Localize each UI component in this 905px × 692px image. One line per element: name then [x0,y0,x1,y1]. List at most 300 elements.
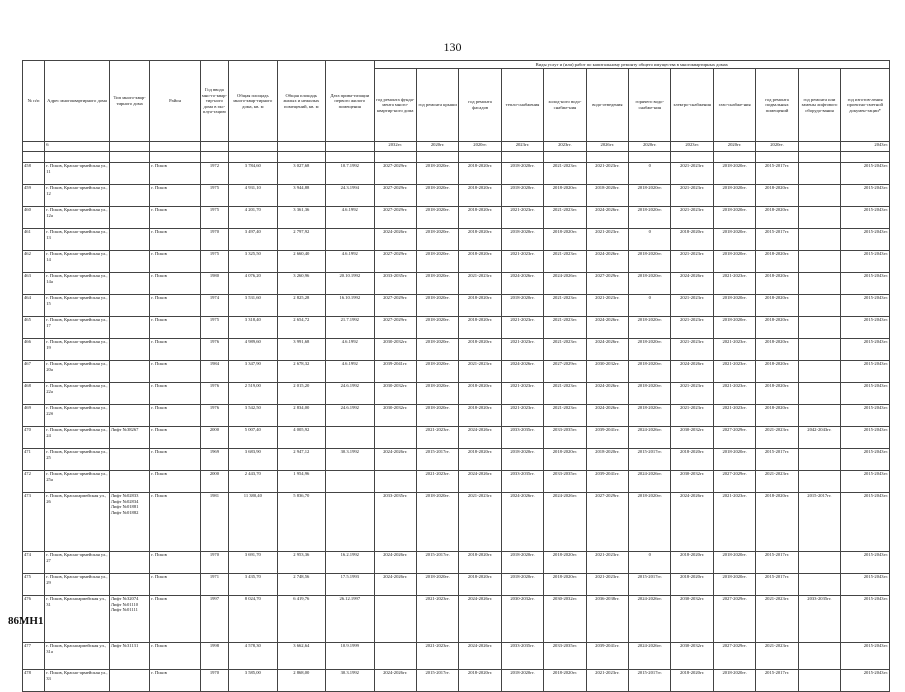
row-type [109,229,149,251]
row-area-res: 2 797,92 [277,229,325,251]
row-repair-year: 2018-2020гг. [501,163,543,185]
row-address: г. Псков, Красноармейская ул., 26 [45,493,110,552]
header-address: Адрес многоквартирного дома [45,61,110,142]
row-repair-year [798,163,840,185]
table-row [23,229,890,251]
row-year: 1980 [200,273,228,295]
row-repair-year: 2018-2020гг. [671,670,713,692]
row-repair-year: 2018-2020гг. [713,574,755,596]
row-repair-year: 2018-2020гг. [713,251,755,273]
row-repair-year: 2018-2020гг. [713,552,755,574]
row-repair-year: 2027-2029гг. [374,317,416,339]
row-repair-year: 2021-2023гг. [756,643,798,670]
row-priv-date: 24.3.1994 [326,185,374,207]
row-priv-date [326,427,374,449]
row-repair-year: 2015-2043гг. [841,670,890,692]
row-type: Лифт №02833 Лифт №02834 Лифт №01881 Лифт №01882 [109,493,149,552]
table-row [23,383,890,405]
index-cell: 6 [45,142,110,152]
row-priv-date [326,493,374,552]
header-basement: год ремонта подвальных помещений [756,69,798,142]
row-year: 1976 [200,339,228,361]
row-repair-year: 2015-2043гг. [841,383,890,405]
row-repair-year: 2018-2020гг. [756,317,798,339]
row-number: 476 [23,596,45,643]
row-repair-year: 2015-2017гг. [756,574,798,596]
row-repair-year: 2033-2035гг. [501,643,543,670]
table-body [23,142,890,692]
row-repair-year: 2018-2020гг. [501,670,543,692]
row-district: г. Псков [150,552,201,574]
row-repair-year: 2021-2023гг. [671,185,713,207]
row-repair-year [798,471,840,493]
row-repair-year: 2030-2032гг. [671,643,713,670]
row-repair-year: 2039-2041гг. [586,643,628,670]
index-row [23,142,890,152]
row-repair-year: 2015-2043гг. [841,229,890,251]
row-year: 1984 [200,361,228,383]
row-repair-year: 2030-2032гг. [374,383,416,405]
row-year: 1975 [200,317,228,339]
index-cell: 2023гг. [671,142,713,152]
row-repair-year: 2030-2032гг. [671,596,713,643]
row-repair-year: 2033-2035гг. [544,471,586,493]
row-repair-year: 2027-2029гг. [586,493,628,552]
row-repair-year [798,185,840,207]
index-cell [23,142,45,152]
row-repair-year: 2024-2026гг. [629,471,671,493]
row-repair-year: 2024-2026гг. [586,405,628,427]
row-repair-year: 2021-2023гг. [586,552,628,574]
row-repair-year: 2015-2017гг. [629,574,671,596]
row-repair-year [798,339,840,361]
row-area-total: 4 578,30 [229,643,277,670]
row-district: г. Псков [150,449,201,471]
row-district: г. Псков [150,317,201,339]
header-area-total: Общая площадь много-квар-тирного дома, кв. м [229,61,277,142]
row-area-total: 5 007,40 [229,427,277,449]
row-repair-year: 2018-2020гг. [629,317,671,339]
table-row [23,185,890,207]
row-repair-year: 2018-2020гг. [629,493,671,552]
row-repair-year: 2021-2023гг. [501,317,543,339]
row-district: г. Псков [150,405,201,427]
row-repair-year: 2015-2017гг. [629,449,671,471]
row-repair-year: 2015-2017гг. [756,670,798,692]
row-priv-date [326,229,374,251]
row-repair-year: 2021-2023гг. [756,596,798,643]
row-priv-date: 16.10.1992 [326,295,374,317]
row-repair-year [374,643,416,670]
capital-repair-table [22,60,890,692]
index-cell: 2023гг. [501,142,543,152]
row-repair-year: 2024-2026гг. [671,493,713,552]
row-repair-year: 2024-2026гг. [544,273,586,295]
header-sewer: водо-отведения [586,69,628,142]
row-repair-year: 2018-2020гг. [756,185,798,207]
row-repair-year: 2027-2029гг. [713,427,755,449]
table-row [23,207,890,229]
row-area-total: 3 784,60 [229,163,277,185]
row-district: г. Псков [150,596,201,643]
row-repair-year: 2018-2020гг. [416,229,458,251]
table-row [23,670,890,692]
row-repair-year [798,574,840,596]
row-repair-year: 2024-2026гг. [586,383,628,405]
row-area-res: 1 954,96 [277,471,325,493]
row-repair-year [374,471,416,493]
row-repair-year: 2021-2023гг. [501,405,543,427]
row-repair-year: 2024-2026гг. [586,207,628,229]
row-area-total: 3 683,90 [229,449,277,471]
row-priv-date: 16.2.1992 [326,552,374,574]
row-repair-year: 2018-2020гг. [459,574,501,596]
row-repair-year: 2030-2032гг. [374,339,416,361]
row-type: Лифт №38267 [109,427,149,449]
row-repair-year: 2015-2043гг. [841,596,890,643]
row-repair-year: 2021-2023гг. [713,383,755,405]
row-area-res: 2 678,32 [277,361,325,383]
row-repair-year: 2024-2026гг. [459,471,501,493]
row-area-res: 2 834,00 [277,405,325,427]
row-year: 1970 [200,229,228,251]
row-number: 470 [23,427,45,449]
row-repair-year: 2018-2020гг. [459,339,501,361]
header-cold: холод-ного водо-снабже-ния [544,69,586,142]
row-number: 459 [23,185,45,207]
row-repair-year: 2018-2020гг. [713,317,755,339]
row-area-res: 2 748,56 [277,574,325,596]
row-repair-year: 2018-2020гг. [756,361,798,383]
table-row [23,493,890,552]
header-num: № п/п [23,61,45,142]
row-priv-date: 4.6.1992 [326,251,374,273]
row-year: 1998 [200,643,228,670]
row-address: г. Псков, Красно-армейская ул., 12 [45,185,110,207]
row-address: г. Псков, Красно-армейская ул., 22б [45,405,110,427]
row-repair-year: 0 [629,163,671,185]
row-repair-year: 2018-2020гг. [671,449,713,471]
row-type [109,574,149,596]
row-repair-year [798,670,840,692]
row-repair-year: 2018-2020гг. [629,251,671,273]
row-repair-year: 0 [629,295,671,317]
row-repair-year: 2018-2020гг. [671,574,713,596]
row-type [109,383,149,405]
row-repair-year: 2021-2023гг. [586,229,628,251]
row-repair-year: 2027-2029гг. [374,185,416,207]
row-repair-year: 2024-2026гг. [374,552,416,574]
row-area-res: 2 953,36 [277,552,325,574]
row-area-total: 8 024,70 [229,596,277,643]
header-area-res: Общая площадь жилых и нежилых помещений, кв. м [277,61,325,142]
row-address: г. Псков, Красно-армейская ул., 15 [45,295,110,317]
row-area-total: 3 318,40 [229,317,277,339]
row-repair-year: 2018-2020гг. [416,163,458,185]
row-repair-year [798,449,840,471]
row-repair-year [798,643,840,670]
row-repair-year: 2018-2020гг. [756,295,798,317]
row-repair-year: 2033-2035гг. [374,493,416,552]
row-repair-year: 2024-2026гг. [459,427,501,449]
row-repair-year: 2033-2035гг. [501,471,543,493]
row-repair-year: 2021-2023гг. [671,251,713,273]
row-repair-year: 2024-2026гг. [374,574,416,596]
row-type [109,295,149,317]
row-type [109,317,149,339]
row-repair-year: 2024-2026гг. [544,493,586,552]
row-repair-year: 2021-2023гг. [459,493,501,552]
index-cell: 2023гг. [544,142,586,152]
row-type [109,361,149,383]
row-repair-year: 2021-2023гг. [459,361,501,383]
row-number: 471 [23,449,45,471]
index-cell: 2032гг. [374,142,416,152]
row-repair-year: 2018-2020гг. [629,361,671,383]
row-repair-year: 2024-2026гг. [629,643,671,670]
row-repair-year: 2021-2023гг. [544,317,586,339]
row-repair-year: 2015-2017гг. [756,163,798,185]
row-repair-year: 2024-2026гг. [374,449,416,471]
table-row [23,405,890,427]
header-lift: год ремонта или замены лифтового оборудо-вания [798,69,840,142]
header-foundation: год ремонта фунда-мента много-квартир-ного дома [374,69,416,142]
row-repair-year: 2015-2043гг. [841,163,890,185]
row-number: 458 [23,163,45,185]
row-repair-year: 2024-2026гг. [501,493,543,552]
row-repair-year: 2021-2023гг. [586,163,628,185]
row-repair-year: 2015-2043гг. [841,273,890,295]
row-repair-year: 2021-2023гг. [671,295,713,317]
row-priv-date: 30.3.1992 [326,670,374,692]
header-type: Тип много-квар-тирного дома [109,61,149,142]
row-repair-year: 2015-2017гг. [416,552,458,574]
row-repair-year: 2018-2020гг. [756,273,798,295]
row-repair-year: 2024-2026гг. [501,361,543,383]
index-cell: 2020гг. [459,142,501,152]
row-repair-year: 2015-2043гг. [841,207,890,229]
index-cell [109,142,149,152]
index-cell: 2020гг. [756,142,798,152]
row-repair-year [798,361,840,383]
row-repair-year: 2030-2032гг. [501,596,543,643]
row-repair-year: 2015-2017гг. [756,229,798,251]
row-address: г. Псков, Красно-армейская ул., 25 [45,449,110,471]
row-type: Лифт №32074 Лифт №01110 Лифт №01111 [109,596,149,643]
row-repair-year: 2030-2032гг. [671,471,713,493]
row-year: 1971 [200,574,228,596]
row-number: 466 [23,339,45,361]
row-repair-year: 2021-2023гг. [586,295,628,317]
row-repair-year: 2024-2026гг. [671,273,713,295]
table-row [23,295,890,317]
row-repair-year: 2018-2020гг. [416,405,458,427]
row-area-total: 4 931,10 [229,185,277,207]
row-area-res: 3 944,88 [277,185,325,207]
row-repair-year: 2021-2023гг. [671,339,713,361]
row-address: г. Псков, Красно-армейская ул., 33 [45,670,110,692]
table-row [23,361,890,383]
row-repair-year: 2018-2020гг. [501,574,543,596]
row-repair-year: 2015-2017гг. [798,493,840,552]
row-district: г. Псков [150,670,201,692]
row-repair-year: 2021-2023гг. [501,383,543,405]
index-cell: 2026гг. [586,142,628,152]
table-row [23,317,890,339]
row-repair-year: 2015-2043гг. [841,643,890,670]
row-repair-year: 2018-2020гг. [459,383,501,405]
row-repair-year: 2030-2032гг. [586,361,628,383]
row-repair-year: 2015-2043гг. [841,405,890,427]
row-repair-year: 2018-2020гг. [713,207,755,229]
row-repair-year: 2039-2041гг. [374,361,416,383]
row-priv-date: 30.3.1992 [326,449,374,471]
row-repair-year [798,405,840,427]
row-number: 475 [23,574,45,596]
row-area-res: 6 419,76 [277,596,325,643]
row-repair-year: 2027-2029гг. [374,295,416,317]
row-repair-year: 2024-2026гг. [459,596,501,643]
row-repair-year: 2015-2043гг. [841,427,890,449]
row-address: г. Псков, Красно-армейская ул., 22а [45,383,110,405]
row-number: 462 [23,251,45,273]
row-repair-year: 2018-2020гг. [459,552,501,574]
row-repair-year: 2021-2023гг. [416,471,458,493]
row-repair-year [798,273,840,295]
row-type [109,339,149,361]
row-type [109,185,149,207]
row-repair-year: 2018-2020гг. [671,229,713,251]
header-priv-date: Дата прива-тизации первого жилого помещения [326,61,374,142]
row-area-res: 2 015,20 [277,383,325,405]
row-repair-year: 2018-2020гг. [544,670,586,692]
row-type [109,552,149,574]
row-area-total: 3 435,70 [229,574,277,596]
row-repair-year: 2039-2041гг. [586,471,628,493]
row-address: г. Псков, Красно-армейская ул., 12а [45,207,110,229]
table-row [23,251,890,273]
row-repair-year [798,317,840,339]
header-services-group: Виды услуг и (или) работ по капитальному ремонту общего имущества в многоквартирных домах [374,61,889,69]
row-type [109,449,149,471]
row-repair-year [798,229,840,251]
row-type [109,670,149,692]
row-repair-year: 2018-2020гг. [501,295,543,317]
row-number: 473 [23,493,45,552]
row-address: г. Псков, Красно-армейская ул., 24 [45,427,110,449]
row-area-res: 5 836,70 [277,493,325,552]
row-priv-date: 20.10.1992 [326,273,374,295]
row-year: 1997 [200,596,228,643]
index-cell [326,142,374,152]
row-repair-year: 2021-2023гг. [544,207,586,229]
table-row [23,273,890,295]
row-repair-year: 2018-2020гг. [459,251,501,273]
row-priv-date: 4.6.1992 [326,207,374,229]
row-area-total: 3 325,50 [229,251,277,273]
row-repair-year [374,427,416,449]
row-district: г. Псков [150,574,201,596]
row-repair-year: 2018-2020гг. [544,574,586,596]
row-repair-year: 2024-2026гг. [374,229,416,251]
row-repair-year: 2018-2020гг. [501,229,543,251]
row-priv-date: 4.6.1992 [326,361,374,383]
row-repair-year: 2018-2020гг. [459,295,501,317]
row-repair-year: 2021-2023гг. [671,383,713,405]
table-row [23,574,890,596]
row-year: 2000 [200,471,228,493]
row-repair-year: 2015-2043гг. [841,251,890,273]
row-repair-year [374,596,416,643]
row-repair-year: 2021-2023гг. [713,405,755,427]
row-repair-year [798,552,840,574]
row-area-total: 3 497,40 [229,229,277,251]
row-repair-year: 2036-2038гг. [586,596,628,643]
row-year: 1970 [200,670,228,692]
row-number: 460 [23,207,45,229]
row-repair-year: 2021-2023гг. [501,251,543,273]
row-repair-year: 2018-2020гг. [713,449,755,471]
row-repair-year: 2018-2020гг. [501,185,543,207]
row-repair-year: 2018-2020гг. [459,207,501,229]
row-type [109,207,149,229]
row-repair-year: 2027-2029гг. [374,163,416,185]
index-cell [277,142,325,152]
index-cell: 2020гг. [416,142,458,152]
row-repair-year: 2021-2023гг. [713,273,755,295]
row-district: г. Псков [150,229,201,251]
row-repair-year: 2015-2043гг. [841,471,890,493]
row-repair-year: 2018-2020гг. [756,339,798,361]
row-repair-year: 2027-2029гг. [713,643,755,670]
row-repair-year: 2018-2020гг. [544,185,586,207]
row-repair-year: 2021-2023гг. [756,471,798,493]
table-row [23,339,890,361]
row-repair-year: 2015-2017гг. [629,670,671,692]
row-repair-year: 2015-2043гг. [841,449,890,471]
row-area-total: 3 542,50 [229,405,277,427]
row-repair-year [798,251,840,273]
row-district: г. Псков [150,471,201,493]
row-area-total: 2 443,70 [229,471,277,493]
row-repair-year: 2027-2029гг. [713,471,755,493]
index-cell [150,142,201,152]
row-repair-year: 2018-2020гг. [459,449,501,471]
row-area-res: 2 947,12 [277,449,325,471]
row-repair-year: 2024-2026гг. [459,643,501,670]
row-repair-year: 2018-2020гг. [416,251,458,273]
row-repair-year: 2018-2020гг. [713,670,755,692]
row-repair-year: 2018-2020гг. [629,273,671,295]
row-repair-year: 2015-2043гг. [841,339,890,361]
row-repair-year: 2018-2020гг. [713,163,755,185]
row-area-res: 2 660,40 [277,251,325,273]
row-type [109,405,149,427]
row-number: 467 [23,361,45,383]
row-type [109,251,149,273]
row-number: 478 [23,670,45,692]
header-roof: год ремонта крыши [416,69,458,142]
row-repair-year: 2015-2043гг. [841,295,890,317]
header-hot: горячего водо-снабже-ния [629,69,671,142]
row-number: 474 [23,552,45,574]
row-repair-year: 2018-2020гг. [629,405,671,427]
row-repair-year: 2033-2035гг. [798,596,840,643]
row-repair-year: 2018-2020гг. [756,383,798,405]
row-address: г. Псков, Красно-армейская ул., 17 [45,317,110,339]
row-address: г. Псков, Красно-армейская ул., 27 [45,552,110,574]
table-row [23,163,890,185]
